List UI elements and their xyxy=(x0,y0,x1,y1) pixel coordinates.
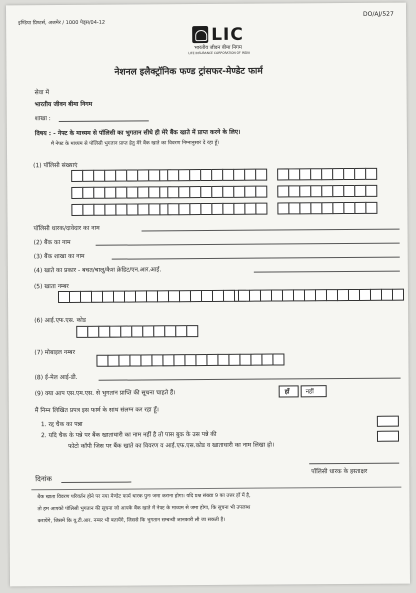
entry-box[interactable] xyxy=(272,353,284,365)
to-label: सेवा में xyxy=(34,89,50,97)
date-label: दिनांक xyxy=(35,475,52,484)
holder-name-line[interactable] xyxy=(142,229,400,232)
email-line[interactable] xyxy=(99,378,401,381)
policy-number-row[interactable] xyxy=(71,169,170,182)
entry-box[interactable] xyxy=(255,169,267,181)
logo-english: LIFE INSURANCE CORPORATION OF INDIA xyxy=(188,50,251,56)
attachment-item-2-cont: फोटो कॉपी जिस पर बैंक खाते का विवरण व आई.एफ.एस.कोड व खाताधारी का नाम लिखा हो। xyxy=(68,441,275,450)
subject-line: विषय : - नेफ्ट के माध्यम से पॉलिसी का भुगतान सीधे ही मेरे बैंक खाते में प्राप्त करने के लिए। xyxy=(34,128,241,138)
footer-divider xyxy=(31,487,401,491)
account-number-row[interactable] xyxy=(58,290,245,303)
printer-note: इण्डिया प्रिण्टर्स, अजमेर / 1000 पेड्स/04-12 xyxy=(18,19,106,27)
entry-box[interactable] xyxy=(186,325,198,337)
bank-branch-label: (3) बैंक शाखा का नाम xyxy=(33,252,85,261)
policy-number-row[interactable] xyxy=(71,186,170,199)
lic-logo-text: LIC xyxy=(211,24,244,45)
footer-note-1: बैंक खाता विवरण परिवर्तन होने पर नया मेण्डेट फार्म धारक पुनः जमा कराना होगा। यदि प्रश्न संख्या 9 का उत्तर हाँ में है, xyxy=(37,492,251,501)
mobile-number-grid[interactable] xyxy=(6,3,406,6)
sms-no-box[interactable] xyxy=(301,385,327,397)
entry-box[interactable] xyxy=(255,186,267,198)
logo-hindi: भारतीय जीवन बीमा निगम xyxy=(194,44,242,52)
policy-number-row[interactable] xyxy=(277,202,376,215)
nach-mandate-form xyxy=(6,3,410,587)
policy-number-row[interactable] xyxy=(277,185,376,198)
ifsc-code-grid[interactable] xyxy=(6,3,406,6)
account-number-grid[interactable] xyxy=(6,3,406,6)
policy-number-row[interactable] xyxy=(167,169,266,182)
attachment-2-checkbox[interactable] xyxy=(377,431,399,442)
entry-box[interactable] xyxy=(255,203,267,215)
policy-number-row[interactable] xyxy=(167,203,266,216)
mobile-label: (7) मोबाइल नम्बर xyxy=(34,348,76,357)
sms-question: (9) क्या आप एस.एम.एस. से भुगतान प्राप्ति की सूचना चाहते हैं। xyxy=(34,389,176,398)
footer-note-2: तो हम आपको पॉलिसी भुगतान की सूचना जो आपके बैंक खाते में नेफ्ट के माध्यम से जमा होगा, कि सूचना भी उपलब्ध xyxy=(37,504,251,513)
account-number-label: (5) खाता नम्बर xyxy=(33,282,69,291)
attachment-item-1: 1. रद्द चैक का पन्ना xyxy=(40,420,83,429)
ifsc-label: (6) आई.एफ.एस. कोड xyxy=(34,316,87,325)
mobile-number-row[interactable] xyxy=(96,353,283,366)
footer-note-3: करायेंगे, जिसमें कि यू.टी.आर. नम्बर भी बतायेंगे, जिससे कि भुगतान सम्बन्धी जानकारी ली जा सकती है। xyxy=(37,516,226,525)
policy-number-row[interactable] xyxy=(277,168,376,181)
entry-box[interactable] xyxy=(365,202,377,214)
org-name: भारतीय जीवन बीमा निगम xyxy=(34,100,93,109)
account-type-line[interactable] xyxy=(254,271,400,273)
attachment-1-checkbox[interactable] xyxy=(377,416,399,427)
signature-label: पॉलिसी धारक के हस्ताक्षर xyxy=(311,467,368,476)
lic-logo-icon xyxy=(192,26,208,43)
entry-box[interactable] xyxy=(365,185,377,197)
entry-box[interactable] xyxy=(392,289,404,301)
signature-line[interactable] xyxy=(309,463,399,465)
attachment-item-2: 2. यदि चैक के पन्ने पर बैंक खाताधारी का नाम नहीं है तो पास बुक के उस पन्ने की xyxy=(40,430,217,440)
no-label: नहीं xyxy=(305,388,314,396)
email-label: (8) ई-मेल आई-डी. xyxy=(34,373,78,382)
branch-label: शाखा : xyxy=(34,115,51,123)
holder-name-label: पॉलिसी धारक/दावेदार का नाम xyxy=(33,224,100,233)
policy-number-row[interactable] xyxy=(167,186,266,199)
form-title: नेशनल इलैक्ट्रॉनिक फण्ड ट्रांसफर-मेण्डेट फार्म xyxy=(114,66,263,78)
bank-name-label: (2) बैंक का नाम xyxy=(33,238,71,247)
ifsc-code-row[interactable] xyxy=(76,325,197,338)
policy-number-grid[interactable] xyxy=(6,3,406,6)
entry-box[interactable] xyxy=(365,168,377,180)
sms-yes-box[interactable] xyxy=(279,385,299,397)
bank-branch-line[interactable] xyxy=(112,257,400,260)
account-type-label: (4) खाते का प्रकार - बचत/चालू/कैश क्रेडिट/एन.आर.आई. xyxy=(33,266,162,275)
branch-line[interactable] xyxy=(59,120,149,122)
bank-name-line[interactable] xyxy=(96,243,400,246)
attachments-intro: मैं निम्न लिखित प्रपत्र इस फार्म के साथ संलग्न कर रहा हूँ। xyxy=(34,406,159,415)
policy-number-row[interactable] xyxy=(71,203,170,216)
policy-numbers-label: (1) पॉलिसी संख्याएं xyxy=(33,161,78,170)
account-number-row[interactable] xyxy=(238,289,403,302)
date-line[interactable] xyxy=(61,482,131,483)
subject-detail: मैं नेफ्ट के माध्यम से पॉलिसी भुगतान प्राप्त हेतु मेरे बैंक खाते का विवरण निम्नानुसार दे रहा हूँ। xyxy=(50,139,220,148)
yes-label: हाँ xyxy=(284,388,290,396)
form-code: DO/AJ/527 xyxy=(363,10,394,18)
